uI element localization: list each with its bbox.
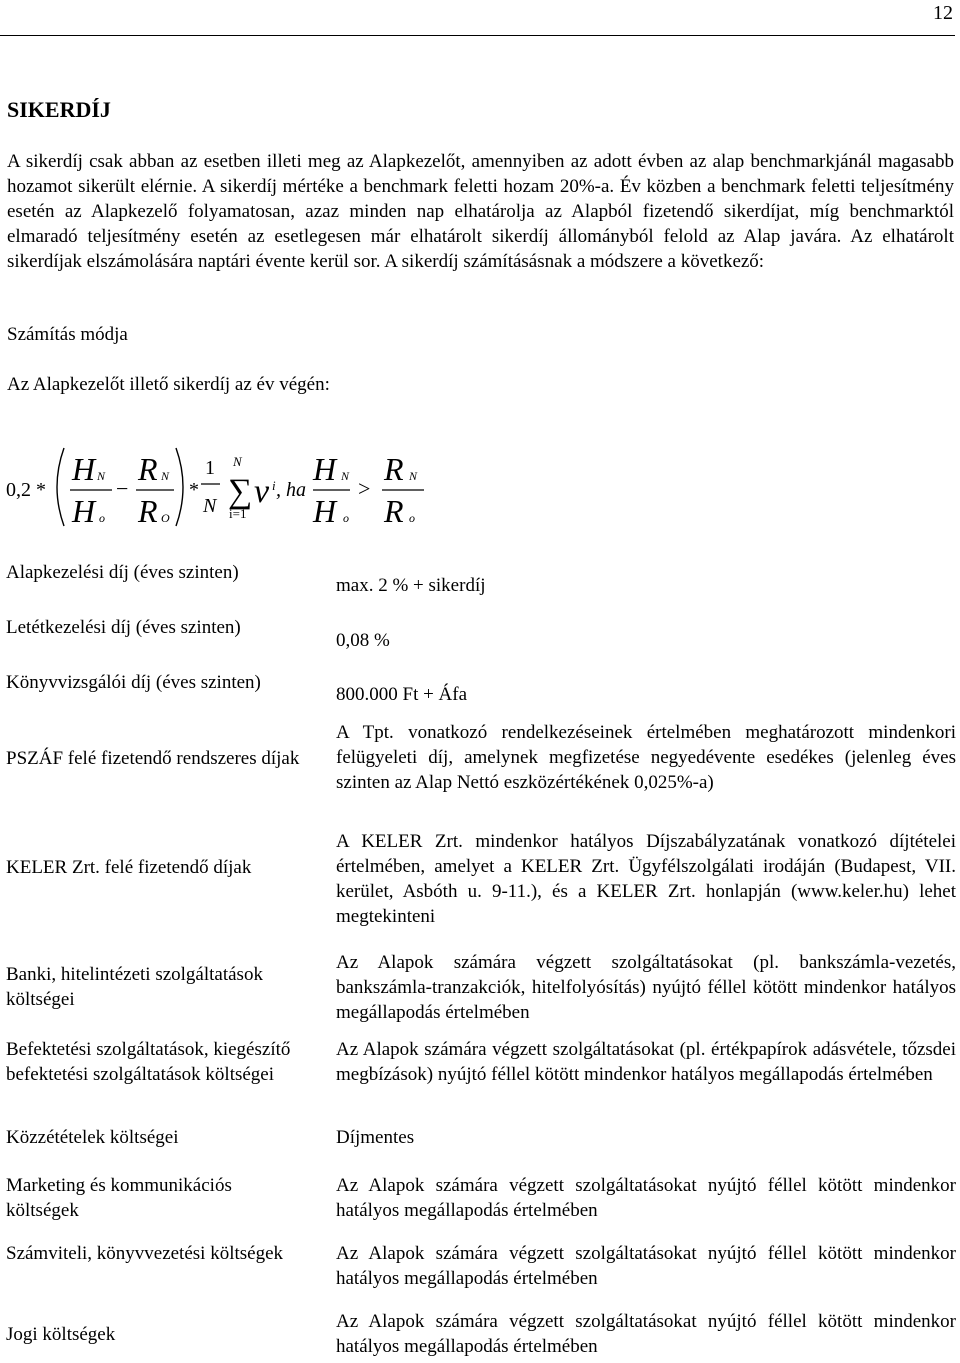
formula-hn-sub: N (97, 469, 106, 483)
fee-desc-management: max. 2 % + sikerdíj (336, 575, 486, 596)
formula-coefficient: 0,2 (6, 479, 31, 501)
formula-n: N (203, 495, 217, 517)
formula-ro-sub: O (161, 511, 170, 525)
formula-sum-bottom: i=1 (229, 506, 247, 521)
intro-paragraph: A sikerdíj csak abban az esetben illeti meg az Alapkezelőt, amennyiben az adott évben az alap benchmarkjánál magasabb hozamot sikerült elérnie. A sikerdíj mértéke a benchmark feletti hozam 20%-a. Év közben a benchmark feletti teljesítmény esetén az Alapkezelő folyamatosan, azaz minden nap elhatárolja az Alapból fizetendő sikerdíjat, míg benchmarktól elmaradó teljesítmény esetén az esetlegesen már elhatárolt sikerdíj állományból felold az Alap javára. Az elhatárolt sikerdíjak elszámolására naptári évente kerül sor. A sikerdíj számításásnak a módszere a következő: (7, 151, 954, 272)
formula-v: v (254, 473, 270, 510)
fee-desc-publication: Díjmentes (336, 1127, 415, 1148)
fee-label-pszaf: PSZÁF felé fizetendő rendszeres díjak (6, 748, 300, 769)
formula-rn-2: R (384, 451, 404, 487)
formula-rn-sub: N (161, 469, 170, 483)
fee-label-audit: Könyvvizsgálói díj (éves szinten) (6, 672, 261, 693)
formula-sigma: ∑ (228, 473, 253, 510)
success-fee-formula (0, 442, 460, 532)
fee-desc-legal: Az Alapok számára végzett szolgáltatásokat nyújtó féllel kötött mindenkor hatályos megállapodás értelmében (336, 1311, 956, 1357)
page-number: 12 (933, 2, 953, 24)
fee-desc-audit: 800.000 Ft + Áfa (336, 684, 468, 705)
fee-label-publication: Közzétételek költségei (6, 1127, 179, 1148)
formula-gt: > (358, 476, 371, 501)
calc-method-heading: Számítás módja (7, 324, 128, 345)
formula-ho: H (72, 493, 96, 529)
formula-left-paren (57, 448, 64, 526)
fee-desc-marketing: Az Alapok számára végzett szolgáltatásokat nyújtó féllel kötött mindenkor hatályos megállapodás értelmében (336, 1175, 956, 1221)
formula-rn-2-sub: N (409, 469, 418, 483)
fee-label-keler: KELER Zrt. felé fizetendő díjak (6, 857, 252, 878)
fee-label-custody: Letétkezelési díj (éves szinten) (6, 617, 241, 638)
formula-star-2: * (189, 479, 199, 501)
page-title: SIKERDÍJ (7, 97, 111, 122)
fee-desc-banking: Az Alapok számára végzett szolgáltatásokat (pl. bankszámla-vezetés, bankszámla-tranzakciók, hitelfolyósítás) nyújtó féllel kötött mindenkor hatályos megállapodás értelmében (336, 952, 956, 1023)
fee-label-accounting: Számviteli, könyvvezetési költségek (6, 1243, 284, 1264)
header-rule (0, 35, 955, 36)
formula-ro-2: R (384, 493, 404, 529)
formula-right-paren (176, 448, 183, 526)
fee-desc-investment: Az Alapok számára végzett szolgáltatásokat (pl. értékpapírok adásvétele, tőzsdei megbízások) nyújtó féllel kötött mindenkor hatályos megállapodás értelmében (336, 1039, 956, 1085)
fee-label-banking: Banki, hitelintézeti szolgáltatások költségei (6, 964, 263, 1010)
formula-ho-2-sub: o (343, 511, 349, 525)
fee-desc-keler: A KELER Zrt. mindenkor hatályos Díjszabályzatának vonatkozó díjtételei értelmében, amelyet a KELER Zrt. Ügyfélszolgálati irodáján (Budapest, VII. kerület, Asbóth u. 9-11.), és a KELER Zrt. honlapján (www.keler.hu) lehet megtekinteni (336, 831, 956, 927)
fee-desc-custody: 0,08 % (336, 630, 390, 651)
formula-ho-2: H (313, 493, 337, 529)
fee-label-legal: Jogi költségek (6, 1324, 116, 1345)
formula-one: 1 (205, 457, 215, 479)
fee-label-marketing: Marketing és kommunikációs költségek (6, 1175, 232, 1221)
formula-hn-2: H (313, 451, 337, 487)
formula-v-sub: i (272, 478, 276, 493)
formula-ha: , ha (276, 479, 306, 501)
formula-sum-top: N (233, 454, 242, 469)
formula-ro-2-sub: o (409, 511, 415, 525)
formula-ho-sub: o (99, 511, 105, 525)
formula-rn: R (138, 451, 158, 487)
formula-star: * (36, 479, 46, 501)
formula-hn-2-sub: N (341, 469, 350, 483)
fee-desc-accounting: Az Alapok számára végzett szolgáltatásokat nyújtó féllel kötött mindenkor hatályos megállapodás értelmében (336, 1243, 956, 1289)
fee-desc-pszaf: A Tpt. vonatkozó rendelkezéseinek értelmében meghatározott mindenkori felügyeleti díj, amelynek megfizetése negyedévente esedékes (jelenleg éves szinten az Alap Nettó eszközértékének 0,025%-a) (336, 722, 956, 793)
formula-minus: − (116, 476, 129, 501)
formula-ro: R (138, 493, 158, 529)
fee-label-investment: Befektetési szolgáltatások, kiegészítő befektetési szolgáltatások költségei (6, 1039, 291, 1085)
calc-method-subtitle: Az Alapkezelőt illető sikerdíj az év végén: (7, 374, 330, 395)
formula-hn: H (72, 451, 96, 487)
fee-label-management: Alapkezelési díj (éves szinten) (6, 562, 239, 583)
